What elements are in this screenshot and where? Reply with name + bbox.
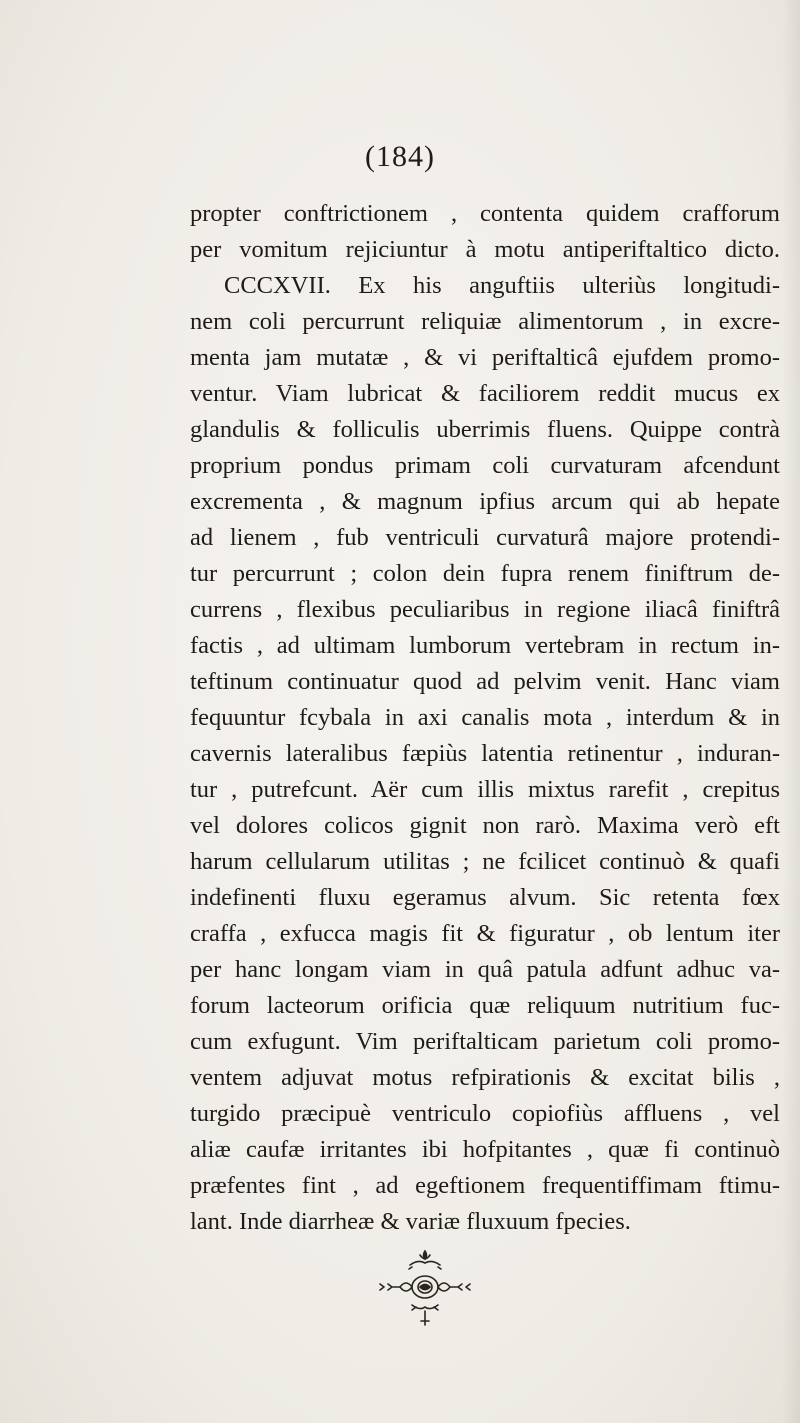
text-line: menta jam mutatæ , & vi periftalticâ ejufdem promo-: [190, 344, 780, 371]
text-line: teftinum continuatur quod ad pelvim venit. Hanc viam: [190, 668, 780, 695]
text-line: ventur. Viam lubricat & faciliorem reddit mucus ex: [190, 380, 780, 407]
text-line: turgido præcipuè ventriculo copiofiùs affluens , vel: [190, 1100, 780, 1127]
text-line: propter conftrictionem , contenta quidem crafforum: [190, 200, 780, 227]
text-line: nem coli percurrunt reliquiæ alimentorum , in excre-: [190, 308, 780, 335]
text-line: currens , flexibus peculiaribus in regione iliacâ finiftrâ: [190, 596, 780, 623]
text-line: harum cellularum utilitas ; ne fcilicet continuò & quafi: [190, 848, 780, 875]
text-line: per hanc longam viam in quâ patula adfunt adhuc va-: [190, 956, 780, 983]
text-line: craffa , exfucca magis fit & figuratur , ob lentum iter: [190, 920, 780, 947]
printers-ornament-fleuron-icon: [370, 1245, 480, 1335]
text-line: per vomitum rejiciuntur à motu antiperiftaltico dicto.: [190, 236, 780, 263]
text-line: fequuntur fcybala in axi canalis mota , interdum & in: [190, 704, 780, 731]
text-line: CCCXVII. Ex his anguftiis ulteriùs longitudi-: [224, 272, 780, 299]
text-line: cavernis lateralibus fæpiùs latentia retinentur , induran-: [190, 740, 780, 767]
text-line: præfentes fint , ad egeftionem frequentiffimam ftimu-: [190, 1172, 780, 1199]
body-text: [190, 196, 780, 1240]
text-line: factis , ad ultimam lumborum vertebram in rectum in-: [190, 632, 780, 659]
text-line: aliæ caufæ irritantes ibi hofpitantes , quæ fi continuò: [190, 1136, 780, 1163]
text-line: tur , putrefcunt. Aër cum illis mixtus rarefit , crepitus: [190, 776, 780, 803]
text-line: ventem adjuvat motus refpirationis & excitat bilis ,: [190, 1064, 780, 1091]
text-line: proprium pondus primam coli curvaturam afcendunt: [190, 452, 780, 479]
text-line: forum lacteorum orificia quæ reliquum nutritium fuc-: [190, 992, 780, 1019]
text-line: vel dolores colicos gignit non rarò. Maxima verò eft: [190, 812, 780, 839]
text-line: lant. Inde diarrheæ & variæ fluxuum fpecies.: [190, 1208, 631, 1235]
page-number: (184): [365, 140, 435, 173]
text-line: cum exfugunt. Vim periftalticam parietum coli promo-: [190, 1028, 780, 1055]
text-line: glandulis & folliculis uberrimis fluens. Quippe contrà: [190, 416, 780, 443]
page-edge-shadow: [782, 0, 800, 1423]
text-line: ad lienem , fub ventriculi curvaturâ majore protendi-: [190, 524, 780, 551]
text-line: tur percurrunt ; colon dein fupra renem finiftrum de-: [190, 560, 780, 587]
text-line: indefinenti fluxu egeramus alvum. Sic retenta fœx: [190, 884, 780, 911]
text-line: excrementa , & magnum ipfius arcum qui ab hepate: [190, 488, 780, 515]
